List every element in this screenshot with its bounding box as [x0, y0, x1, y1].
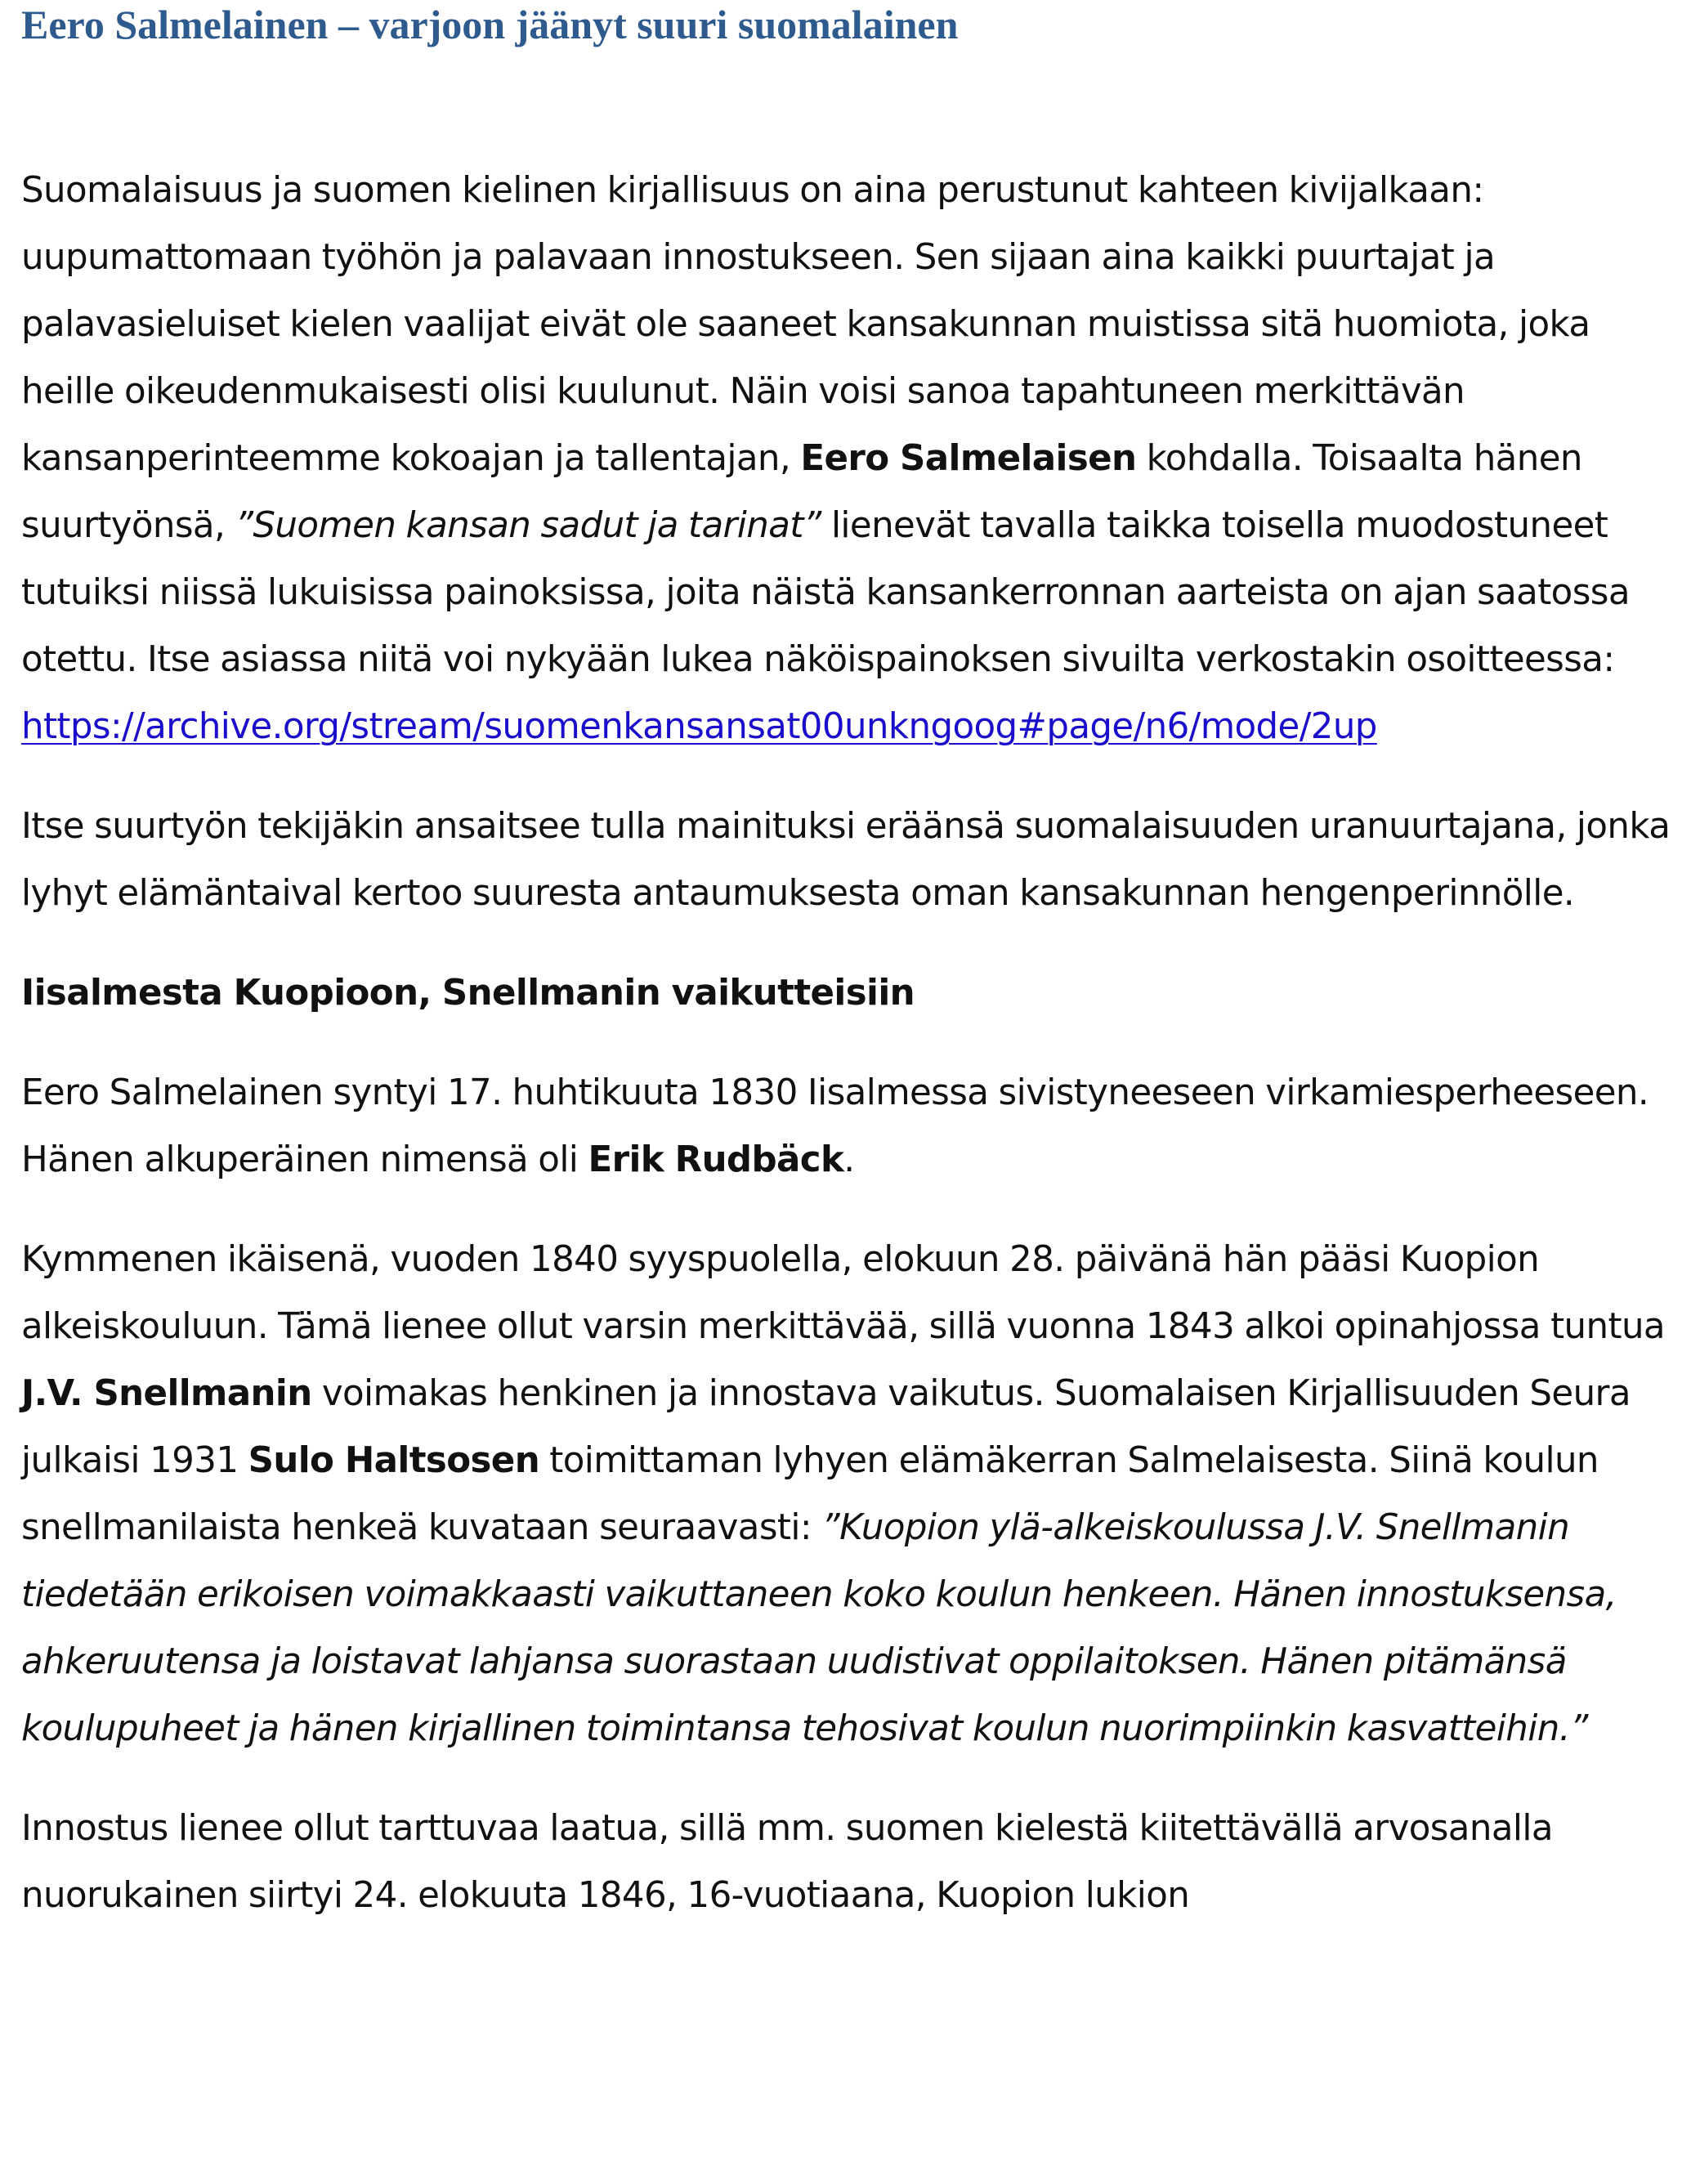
spacer	[21, 1193, 1672, 1226]
italic-quote: ”Kuopion ylä-alkeiskoulussa J.V. Snellmanin tiedetään erikoisen voimakkaasti vaikuttaneen koko koulun henkeen. Hänen innostuksensa, ahkeruutensa ja loistavat lahjansa suorastaan uudistivat oppilaitoksen. Hänen pitämänsä koulupuheet ja hänen kirjallinen toimintansa tehosivat koulun nuorimpiinkin kasvatteihin.”	[21, 1507, 1617, 1749]
text-run: kohdalla. Toisaalta hänen suurtyönsä,	[21, 438, 1582, 546]
paragraph-intro	[21, 157, 1672, 760]
paragraph-birth	[21, 1059, 1672, 1193]
text-run: Kymmenen ikäisenä, vuoden 1840 syyspuolella, elokuun 28. päivänä hän pääsi Kuopion alkeiskouluun. Tämä lienee ollut varsin merkittävää, sillä vuonna 1843 alkoi opinahjossa tuntua	[21, 1239, 1665, 1347]
text-run: lienevät tavalla taikka toisella muodostuneet tutuiksi niissä lukuisissa painoksissa, joita näistä kansankerronnan aarteista on ajan saatossa otettu. Itse asiassa niitä voi nykyään lukea näköispainoksen sivuilta verkostakin osoitteessa:	[21, 505, 1630, 680]
text-run: Suomalaisuus ja suomen kielinen kirjallisuus on aina perustunut kahteen kivijalkaan: uupumattomaan työhön ja palavaan innostukseen. Sen sijaan aina kaikki puurtajat ja palavasieluiset kielen vaalijat eivät ole saaneet kansakunnan muistissa sitä huomiota, joka heille oikeudenmukaisesti olisi kuulunut. Näin voisi sanoa tapahtuneen merkittävän kansanperinteemme kokoajan ja tallentajan,	[21, 170, 1590, 479]
paragraph-pioneer: Itse suurtyön tekijäkin ansaitsee tulla mainituksi eräänsä suomalaisuuden uranuurtajana, jonka lyhyt elämäntaival kertoo suuresta antaumuksesta oman kansakunnan hengenperinnölle.	[21, 806, 1671, 914]
section-heading: Iisalmesta Kuopioon, Snellmanin vaikutteisiin	[21, 973, 915, 1014]
italic-book-title: ”Suomen kansan sadut ja tarinat”	[235, 505, 821, 546]
bold-name-eero-salmelaisen: Eero Salmelaisen	[800, 438, 1137, 479]
text-run: Eero Salmelainen syntyi 17. huhtikuuta 1830 Iisalmessa sivistyneeseen virkamiesperheeseen. Hänen alkuperäinen nimensä oli	[21, 1072, 1649, 1180]
article-body	[21, 157, 1672, 1929]
bold-name-haltsonen: Sulo Haltsosen	[248, 1440, 540, 1481]
bold-name-snellman: J.V. Snellmanin	[21, 1373, 312, 1414]
text-run: toimittaman lyhyen elämäkerran Salmelaisesta. Siinä koulun snellmanilaista henkeä kuvataan seuraavasti:	[21, 1440, 1599, 1548]
spacer	[21, 49, 1672, 157]
paragraph-school	[21, 1226, 1672, 1762]
bold-name-erik-rudback: Erik Rudbäck	[588, 1139, 844, 1180]
spacer	[21, 1762, 1672, 1795]
spacer	[21, 927, 1672, 960]
archive-link[interactable]: https://archive.org/stream/suomenkansansat00unkngoog#page/n6/mode/2up	[21, 706, 1377, 747]
document-page	[21, 0, 1672, 1929]
paragraph-lyceum: Innostus lienee ollut tarttuvaa laatua, sillä mm. suomen kielestä kiitettävällä arvosanalla nuorukainen siirtyi 24. elokuuta 1846, 16-vuotiaana, Kuopion lukion	[21, 1808, 1553, 1916]
text-run: .	[843, 1139, 855, 1180]
spacer	[21, 760, 1672, 793]
page-title: Eero Salmelainen – varjoon jäänyt suuri suomalainen	[21, 2, 959, 47]
text-run: voimakas henkinen ja innostava vaikutus. Suomalaisen Kirjallisuuden Seura julkaisi 1931	[21, 1373, 1631, 1481]
spacer	[21, 1027, 1672, 1059]
